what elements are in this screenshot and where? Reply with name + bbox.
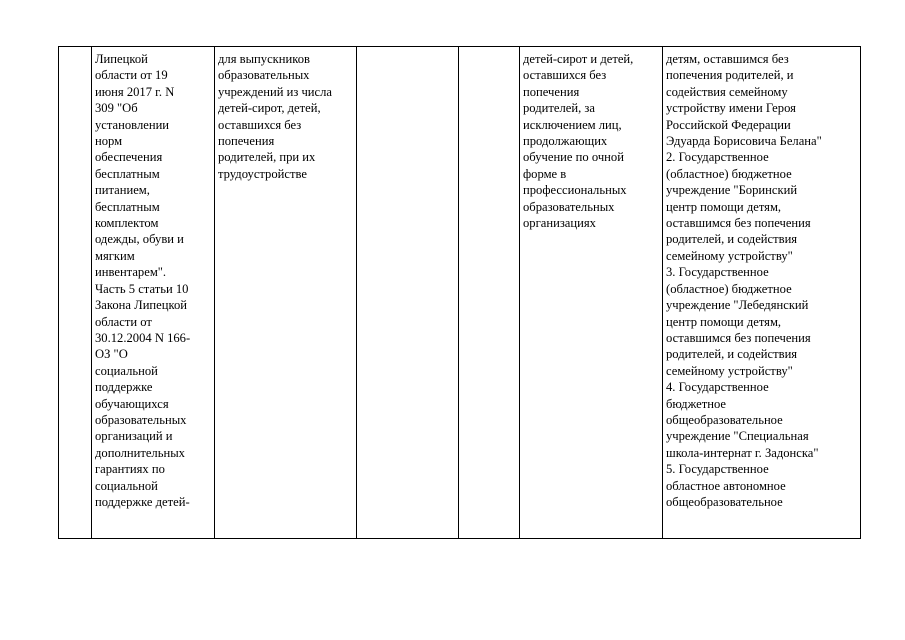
cell-text: для выпускников образовательных учреждений из числа детей-сирот, детей, оставшихся без попечения родителей, при их трудоустройстве — [218, 52, 332, 181]
cell-text: Липецкой области от 19 июня 2017 г. N 309 "Об установлении норм обеспечения бесплатным питанием, бесплатным комплектом одежды, обуви и мягким инвентарем". Часть 5 статьи 10 Закона Липецкой области от 30.12.2004 N 166- ОЗ "О социальной поддержке обучающихся образовательных организаций и дополнительных гарантиях по социальной поддержке детей- — [95, 52, 191, 509]
cell-text: детей-сирот и детей, оставшихся без попечения родителей, за исключением лиц, продолжающих обучение по очной форме в профессиональных образовательных организациях — [523, 52, 634, 231]
table-row — [59, 47, 861, 539]
table-cell-institutions — [663, 47, 861, 539]
table-cell-empty-1 — [357, 47, 459, 539]
table-cell-recipients — [520, 47, 663, 539]
document-table — [58, 46, 861, 539]
table-cell-legal-basis — [92, 47, 215, 539]
cell-text: детям, оставшимся без попечения родителей, и содействия семейному устройству имени Героя Российской Федерации Эдуарда Борисовича Белана" 2. Государственное (областное) бюджетное учреждение "Боринский центр помощи детям, оставшимся без попечения родителей, и содействия семейному устройству" 3. Государственное (областное) бюджетное учреждение "Лебедянский центр помощи детям, оставшимся без попечения родителей, и содействия семейному устройству" 4. Государственное бюджетное общеобразовательное учреждение "Специальная школа-интернат г. Задонска" 5. Государственное областное автономное общеобразовательное — [666, 52, 822, 509]
table-cell-empty-2 — [459, 47, 520, 539]
table-cell-measure — [215, 47, 357, 539]
table-cell-number — [59, 47, 92, 539]
